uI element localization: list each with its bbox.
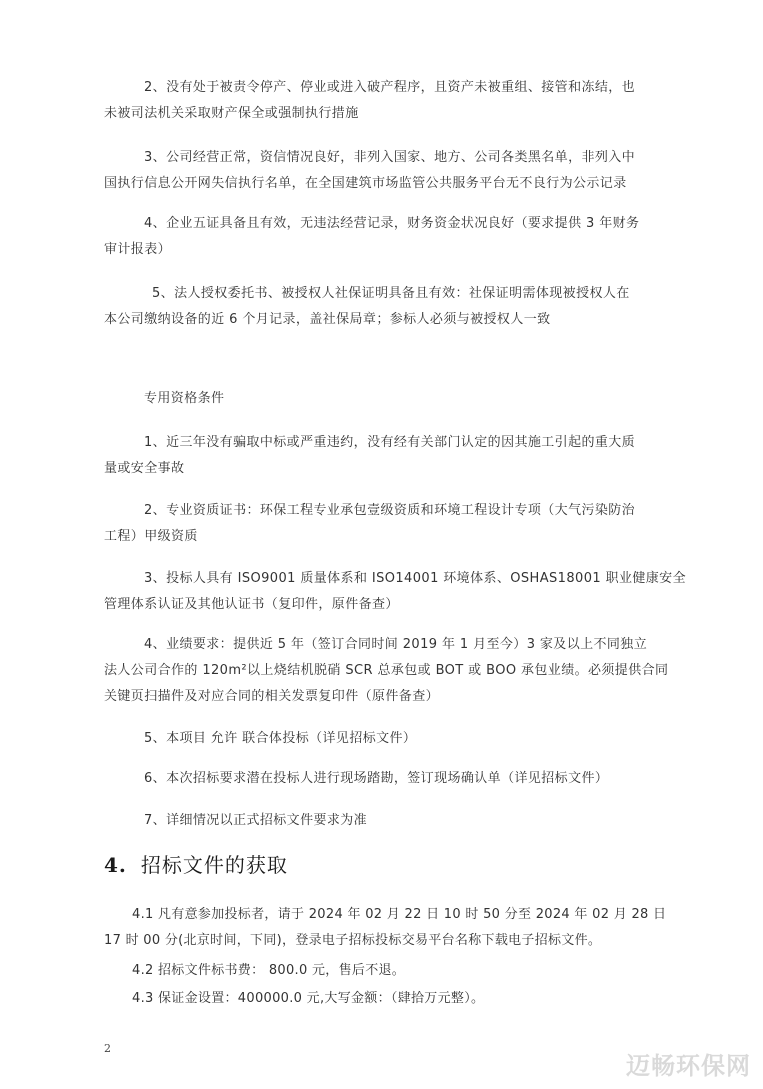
- subitem-4-2: [104, 958, 684, 984]
- item-line: 1、近三年没有骗取中标或严重违约，没有经有关部门认定的因其施工引起的重大质: [144, 435, 636, 450]
- special-item-5: [104, 726, 664, 752]
- item-line: 4、业绩要求：提供近 5 年（签订合同时间 2019 年 1 月至今）3 家及以上不同独立: [144, 637, 648, 652]
- special-item-7: [104, 808, 664, 834]
- item-line: 关键页扫描件及对应合同的相关发票复印件（原件备查）: [104, 689, 440, 704]
- special-item-6: [104, 766, 664, 792]
- subitem-4-1: [104, 902, 684, 954]
- special-item-4: [104, 632, 669, 710]
- item-line: 4.2 招标文件标书费： 800.0 元，售后不退。: [132, 963, 406, 978]
- subitem-4-3: [104, 986, 684, 1012]
- item-line: 法人公司合作的 120m²以上烧结机脱硝 SCR 总承包或 BOT 或 BOO 承包业绩。必须提供合同: [104, 663, 669, 678]
- item-line: 6、本次招标要求潜在投标人进行现场踏勘，签订现场确认单（详见招标文件）: [144, 771, 609, 786]
- section-number: 4.: [104, 853, 127, 877]
- special-title-text: 专用资格条件: [144, 391, 225, 406]
- item-line: 17 时 00 分(北京时间，下同)，登录电子招标投标交易平台名称下载电子招标文件。: [104, 933, 602, 948]
- item-line: 3、投标人具有 ISO9001 质量体系和 ISO14001 环境体系、OSHAS18001 职业健康安全: [144, 571, 686, 586]
- general-item-4: [104, 211, 664, 263]
- general-item-5: [104, 281, 664, 333]
- special-item-3: [104, 566, 686, 618]
- item-line: 7、详细情况以正式招标文件要求为准: [144, 813, 368, 828]
- item-line: 5、本项目 允许 联合体投标（详见招标文件）: [144, 731, 417, 746]
- item-line: 4.1 凡有意参加投标者，请于 2024 年 02 月 22 日 10 时 50 分至 2024 年 02 月 28 日: [132, 907, 667, 922]
- item-line: 4.3 保证金设置：400000.0 元,大写金额：（肆拾万元整）。: [132, 991, 485, 1006]
- item-line: 3、公司经营正常，资信情况良好，非列入国家、地方、公司各类黑名单，非列入中: [144, 150, 636, 165]
- general-item-2: [104, 75, 664, 127]
- item-line: 5、法人授权委托书、被授权人社保证明具备且有效：社保证明需体现被授权人在: [152, 286, 630, 301]
- special-item-2: [104, 498, 664, 550]
- item-line: 工程）甲级资质: [104, 529, 198, 544]
- special-title: [104, 386, 664, 412]
- item-line: 2、专业资质证书：环保工程专业承包壹级资质和环境工程设计专项（大气污染防治: [144, 503, 636, 518]
- watermark-logo: 迈畅环保网: [626, 1052, 751, 1080]
- item-line: 量或安全事故: [104, 461, 185, 476]
- page-number: 2: [104, 1042, 111, 1055]
- item-line: 未被司法机关采取财产保全或强制执行措施: [104, 106, 359, 121]
- item-line: 审计报表）: [104, 242, 172, 257]
- item-line: 2、没有处于被责令停产、停业或进入破产程序，且资产未被重组、接管和冻结，也: [144, 80, 636, 95]
- special-item-1: [104, 430, 664, 482]
- item-line: 管理体系认证及其他认证书（复印件，原件备查）: [104, 597, 399, 612]
- general-item-3: [104, 145, 664, 197]
- item-line: 国执行信息公开网失信执行名单，在全国建筑市场监管公共服务平台无不良行为公示记录: [104, 176, 627, 191]
- section-title: 招标文件的获取: [140, 853, 288, 877]
- section-heading: [104, 850, 288, 880]
- item-line: 4、企业五证具备且有效，无违法经营记录，财务资金状况良好（要求提供 3 年财务: [144, 216, 640, 231]
- item-line: 本公司缴纳设备的近 6 个月记录，盖社保局章；参标人必须与被授权人一致: [104, 312, 551, 327]
